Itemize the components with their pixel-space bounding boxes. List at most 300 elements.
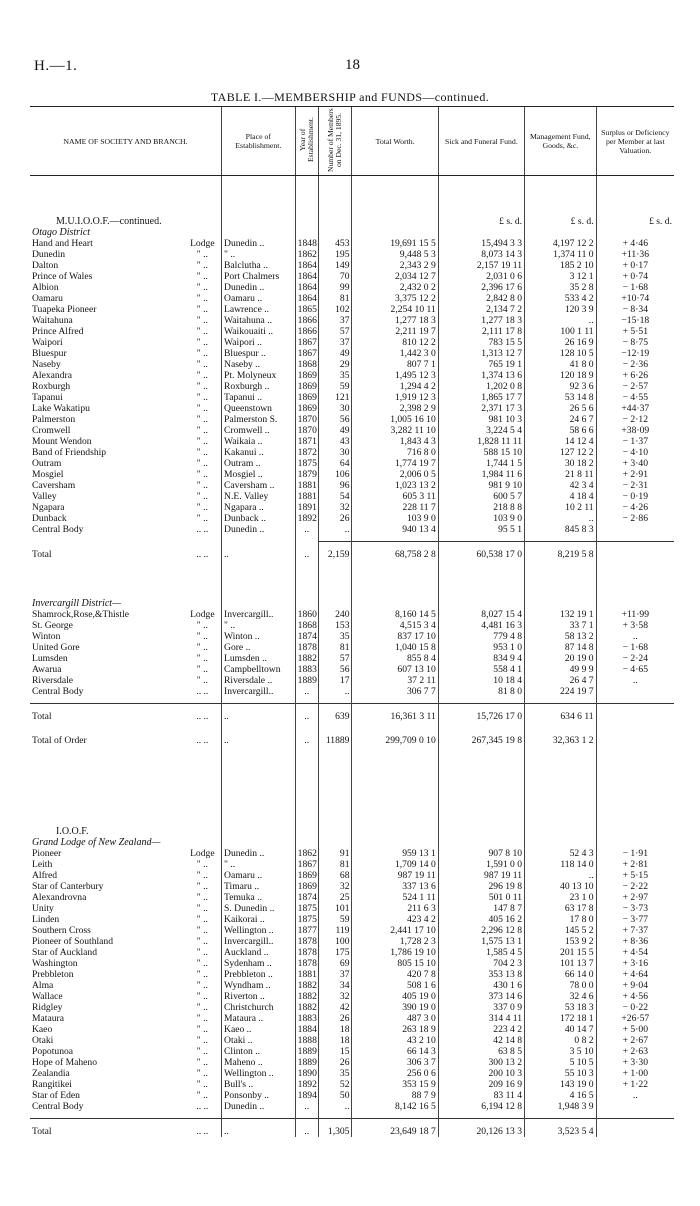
sick-fund-cell: 765 19 1	[438, 359, 524, 370]
surplus-cell: +11·99	[596, 609, 674, 620]
branch-type: .. ..	[184, 703, 222, 722]
year-cell: ..	[295, 686, 318, 697]
year-cell: ..	[295, 541, 318, 560]
surplus-cell: − 2·36	[596, 359, 674, 370]
branch-name: Mount Wendon	[32, 435, 92, 447]
place-cell: Lawrence ..	[222, 304, 296, 315]
year-cell: 1866	[295, 326, 318, 337]
management-cell: 23 1 0	[525, 892, 597, 903]
branch-name: Winton	[32, 630, 61, 642]
branch-type: " ..	[196, 270, 208, 282]
branch-type: " ..	[196, 424, 208, 436]
table-row	[30, 1046, 674, 1057]
year-cell: 1889	[295, 1046, 318, 1057]
empty-cell	[438, 227, 524, 238]
members-cell: 81	[318, 859, 352, 870]
table-row	[30, 1057, 674, 1068]
empty-cell	[318, 227, 352, 238]
year-cell: 1867	[295, 859, 318, 870]
branch-type: " ..	[196, 663, 208, 675]
sick-fund-cell: 430 1 6	[438, 980, 524, 991]
members-cell: 17	[318, 675, 352, 686]
year-cell: 1867	[295, 348, 318, 359]
management-cell: 32,363 1 2	[525, 728, 597, 746]
management-cell: 63 17 8	[525, 903, 597, 914]
col-header-name: NAME OF SOCIETY AND BRANCH.	[30, 107, 222, 176]
management-cell: 33 7 1	[525, 620, 597, 631]
total-worth-cell: 23,649 18 7	[352, 1118, 438, 1137]
sick-fund-cell: 60,538 17 0	[438, 541, 524, 560]
empty-cell	[438, 837, 524, 848]
year-cell: ..	[295, 524, 318, 535]
total-worth-cell: 256 0 6	[352, 1068, 438, 1079]
branch-type: .. ..	[196, 523, 209, 535]
surplus-cell: − 3·77	[596, 914, 674, 925]
members-cell: ..	[318, 524, 352, 535]
branch-type: " ..	[196, 1012, 208, 1024]
table-row	[30, 631, 674, 642]
surplus-cell: − 0·19	[596, 491, 674, 502]
surplus-cell: + 4·46	[596, 238, 674, 249]
empty-cell	[525, 227, 597, 238]
year-cell: 1869	[295, 370, 318, 381]
branch-type: " ..	[196, 457, 208, 469]
total-worth-cell: 1,023 13 2	[352, 480, 438, 491]
branch-type: " ..	[196, 1067, 208, 1079]
members-cell: 100	[318, 936, 352, 947]
table-row	[30, 958, 674, 969]
branch-type: " ..	[196, 512, 208, 524]
sick-fund-cell: 981 10 3	[438, 414, 524, 425]
total-worth-cell: 2,441 17 10	[352, 925, 438, 936]
table-row	[30, 348, 674, 359]
branch-name: Zealandia	[32, 1067, 70, 1079]
members-cell: 49	[318, 348, 352, 359]
place-cell: Clinton ..	[222, 1046, 296, 1057]
total-worth-cell: 337 13 6	[352, 881, 438, 892]
table-row	[30, 392, 674, 403]
sick-fund-cell: 783 15 5	[438, 337, 524, 348]
branch-name: United Gore	[32, 641, 80, 653]
year-cell: 1882	[295, 991, 318, 1002]
members-cell: 57	[318, 326, 352, 337]
year-cell: 1882	[295, 653, 318, 664]
table-row	[30, 903, 674, 914]
year-cell: 1879	[295, 469, 318, 480]
empty-cell	[295, 227, 318, 238]
branch-name: Alexandra	[32, 369, 72, 381]
empty-cell	[30, 746, 184, 826]
place-cell: Winton ..	[222, 631, 296, 642]
empty-cell	[295, 560, 318, 598]
management-cell: 1,948 3 9	[525, 1101, 597, 1112]
sick-fund-cell: 95 5 1	[438, 524, 524, 535]
table-title: TABLE I.—MEMBERSHIP and FUNDS—continued.	[210, 90, 490, 104]
table-row	[30, 370, 674, 381]
management-cell: 26 5 6	[525, 403, 597, 414]
table-row	[30, 620, 674, 631]
branch-type: " ..	[196, 325, 208, 337]
branch-type: " ..	[196, 281, 208, 293]
management-cell: 845 8 3	[525, 524, 597, 535]
total-worth-cell: 306 3 7	[352, 1057, 438, 1068]
table-row	[30, 480, 674, 491]
year-cell: 1864	[295, 260, 318, 271]
branch-name: Dunback	[32, 512, 67, 524]
members-cell: 35	[318, 631, 352, 642]
sick-fund-cell: 704 2 3	[438, 958, 524, 969]
table-row	[30, 1024, 674, 1035]
branch-name: Naseby	[32, 358, 61, 370]
management-cell: 87 14 8	[525, 642, 597, 653]
table-row	[30, 425, 674, 436]
place-cell: ..	[222, 1118, 296, 1137]
year-cell: 1878	[295, 642, 318, 653]
members-cell: 240	[318, 609, 352, 620]
branch-name: Shamrock,Rose,&Thistle	[32, 608, 129, 620]
surplus-cell: + 5·00	[596, 1024, 674, 1035]
branch-type: .. ..	[196, 685, 209, 697]
table-row	[30, 848, 674, 859]
members-cell: 1,305	[318, 1118, 352, 1137]
branch-type: " ..	[196, 413, 208, 425]
members-cell: 37	[318, 315, 352, 326]
total-worth-units: £ s. d.	[438, 216, 524, 227]
branch-name: Total	[32, 548, 52, 560]
year-cell: 1869	[295, 881, 318, 892]
management-cell: 153 9 2	[525, 936, 597, 947]
table-row	[30, 293, 674, 304]
management-cell: 120 3 9	[525, 304, 597, 315]
empty-cell	[352, 826, 438, 837]
surplus-cell: − 3·73	[596, 903, 674, 914]
branch-type: " ..	[196, 391, 208, 403]
year-cell: 1882	[295, 980, 318, 991]
place-cell: Ngapara ..	[222, 502, 296, 513]
place-cell: ..	[222, 541, 296, 560]
branch-type: " ..	[196, 314, 208, 326]
surplus-cell: − 8·75	[596, 337, 674, 348]
sick-fund-cell: 1,865 17 7	[438, 392, 524, 403]
year-cell: 1870	[295, 414, 318, 425]
total-worth-cell: 810 12 2	[352, 337, 438, 348]
empty-cell	[295, 216, 318, 227]
year-cell: 1864	[295, 293, 318, 304]
branch-type: " ..	[196, 402, 208, 414]
place-cell: Invercargill..	[222, 686, 296, 697]
management-cell: 201 15 5	[525, 947, 597, 958]
year-cell: ..	[295, 728, 318, 746]
table-row	[30, 304, 674, 315]
sick-fund-cell: 223 4 2	[438, 1024, 524, 1035]
members-cell: 153	[318, 620, 352, 631]
sick-fund-cell: 2,371 17 3	[438, 403, 524, 414]
table-row	[30, 642, 674, 653]
branch-type: " ..	[196, 869, 208, 881]
branch-name: Albion	[32, 281, 59, 293]
place-cell: ..	[222, 703, 296, 722]
total-worth-cell: 805 15 10	[352, 958, 438, 969]
year-cell: 1862	[295, 249, 318, 260]
members-cell: 59	[318, 914, 352, 925]
management-cell: ..	[525, 513, 597, 524]
sick-fund-cell: 373 14 6	[438, 991, 524, 1002]
year-cell: 1862	[295, 848, 318, 859]
branch-name: Awarua	[32, 663, 62, 675]
place-cell: Invercargill..	[222, 609, 296, 620]
year-cell: 1860	[295, 609, 318, 620]
table-row	[30, 271, 674, 282]
surplus-cell: + 8·36	[596, 936, 674, 947]
branch-name: Dalton	[32, 259, 59, 271]
branch-name: Alfred	[32, 869, 58, 881]
branch-name: Pioneer of Southland	[32, 935, 114, 947]
branch-name: Cromwell	[32, 424, 71, 436]
place-cell: Port Chalmers	[222, 271, 296, 282]
total-worth-cell: 807 7 1	[352, 359, 438, 370]
table-row	[30, 936, 674, 947]
place-cell: Wyndham ..	[222, 980, 296, 991]
surplus-cell: + 4·64	[596, 969, 674, 980]
sick-fund-cell: 20,126 13 3	[438, 1118, 524, 1137]
place-cell: Wellington ..	[222, 1068, 296, 1079]
year-cell: 1872	[295, 447, 318, 458]
sick-fund-cell: 1,984 11 6	[438, 469, 524, 480]
surplus-cell: +10·74	[596, 293, 674, 304]
total-worth-cell: 605 3 11	[352, 491, 438, 502]
total-worth-cell: 16,361 3 11	[352, 703, 438, 722]
year-cell: 1874	[295, 892, 318, 903]
branch-name: Star of Eden	[32, 1089, 80, 1101]
sick-fund-cell: 600 5 7	[438, 491, 524, 502]
management-cell: 10 2 11	[525, 502, 597, 513]
total-worth-cell: 88 7 9	[352, 1090, 438, 1101]
branch-name: Alexandrovna	[32, 891, 87, 903]
branch-type: .. ..	[196, 734, 209, 746]
empty-cell	[352, 560, 438, 598]
management-cell: 40 13 10	[525, 881, 597, 892]
branch-type: " ..	[196, 468, 208, 480]
year-cell: 1890	[295, 1068, 318, 1079]
branch-type: " ..	[196, 303, 208, 315]
total-worth-cell: 607 13 10	[352, 664, 438, 675]
place-cell: Invercargill..	[222, 936, 296, 947]
members-cell: 25	[318, 892, 352, 903]
empty-cell	[596, 826, 674, 837]
place-cell: Otaki ..	[222, 1035, 296, 1046]
total-worth-cell: 2,254 10 11	[352, 304, 438, 315]
place-cell: Palmerston S.	[222, 414, 296, 425]
year-cell: ..	[295, 1101, 318, 1112]
total-worth-cell: 1,040 15 8	[352, 642, 438, 653]
place-cell: Mataura ..	[222, 1013, 296, 1024]
sick-fund-cell: 1,374 13 6	[438, 370, 524, 381]
sick-fund-cell: 501 0 11	[438, 892, 524, 903]
members-cell: 56	[318, 664, 352, 675]
table-row	[30, 881, 674, 892]
sick-fund-cell: 1,585 4 5	[438, 947, 524, 958]
empty-cell	[596, 227, 674, 238]
empty-cell	[222, 227, 296, 238]
place-cell: Bull's ..	[222, 1079, 296, 1090]
sick-fund-cell: 2,111 17 8	[438, 326, 524, 337]
management-cell: 4,197 12 2	[525, 238, 597, 249]
table-row	[30, 1068, 674, 1079]
col-header-members-cell	[318, 107, 352, 176]
sick-fund-cell: 2,396 17 6	[438, 282, 524, 293]
sick-fund-cell: 103 9 0	[438, 513, 524, 524]
members-cell: 37	[318, 969, 352, 980]
empty-cell	[525, 598, 597, 609]
sick-fund-cell: 2,296 12 8	[438, 925, 524, 936]
branch-type: " ..	[196, 1001, 208, 1013]
branch-name: Outram	[32, 457, 62, 469]
year-cell: 1875	[295, 458, 318, 469]
members-cell: 81	[318, 293, 352, 304]
members-cell: 59	[318, 381, 352, 392]
branch-type: " ..	[196, 292, 208, 304]
branch-type: " ..	[196, 858, 208, 870]
col-header-year: Year of Establishment.	[297, 117, 315, 163]
sick-fund-cell: 987 19 11	[438, 870, 524, 881]
branch-type: " ..	[196, 248, 208, 260]
table-row	[30, 980, 674, 991]
total-worth-cell: 19,691 15 5	[352, 238, 438, 249]
empty-cell	[596, 598, 674, 609]
surplus-cell: − 1·68	[596, 642, 674, 653]
surplus-cell: + 9·04	[596, 980, 674, 991]
management-cell: 92 3 6	[525, 381, 597, 392]
total-worth-cell: 103 9 0	[352, 513, 438, 524]
place-cell: " ..	[222, 620, 296, 631]
management-units: £ s. d.	[596, 216, 674, 227]
total-worth-cell: 508 1 6	[352, 980, 438, 991]
table-row	[30, 458, 674, 469]
table-row	[30, 969, 674, 980]
branch-type: " ..	[196, 259, 208, 271]
surplus-cell: − 2·86	[596, 513, 674, 524]
branch-type: " ..	[196, 968, 208, 980]
members-cell: 32	[318, 502, 352, 513]
table-row	[30, 892, 674, 903]
surplus-cell: +38·09	[596, 425, 674, 436]
members-cell: 99	[318, 282, 352, 293]
year-cell: 1869	[295, 392, 318, 403]
branch-name: Prebbleton	[32, 968, 74, 980]
management-cell: 0 8 2	[525, 1035, 597, 1046]
sick-fund-cell: 1,313 12 7	[438, 348, 524, 359]
branch-type: " ..	[196, 446, 208, 458]
members-cell: 64	[318, 458, 352, 469]
document-reference: H.—1.	[34, 58, 78, 74]
year-cell: 1865	[295, 304, 318, 315]
total-row	[30, 541, 674, 560]
table-row	[30, 1035, 674, 1046]
branch-name: Tuapeka Pioneer	[32, 303, 97, 315]
sick-fund-cell: 1,277 18 3	[438, 315, 524, 326]
total-worth-cell: 353 15 9	[352, 1079, 438, 1090]
surplus-cell: + 5·15	[596, 870, 674, 881]
table-row	[30, 282, 674, 293]
branch-type: " ..	[196, 924, 208, 936]
total-worth-cell: 837 17 10	[352, 631, 438, 642]
management-cell: 55 10 3	[525, 1068, 597, 1079]
table-row	[30, 870, 674, 881]
branch-name: Caversham	[32, 479, 76, 491]
total-worth-cell: 2,398 2 9	[352, 403, 438, 414]
total-worth-cell: 1,294 4 2	[352, 381, 438, 392]
surplus-cell: + 5·51	[596, 326, 674, 337]
empty-cell	[352, 176, 438, 216]
management-cell: 128 10 5	[525, 348, 597, 359]
branch-type: " ..	[196, 957, 208, 969]
surplus-cell: − 2·12	[596, 414, 674, 425]
surplus-cell: − 1·91	[596, 848, 674, 859]
empty-cell	[525, 176, 597, 216]
management-cell: 26 16 9	[525, 337, 597, 348]
table-row	[30, 238, 674, 249]
col-header-members: Number of Members on Dec. 31, 1895.	[326, 108, 344, 172]
surplus-cell: − 2·31	[596, 480, 674, 491]
empty-cell	[295, 746, 318, 826]
place-cell: Bluespur ..	[222, 348, 296, 359]
branch-name: Southern Cross	[32, 924, 91, 936]
surplus-cell: −15·18	[596, 315, 674, 326]
surplus-cell	[596, 541, 674, 560]
surplus-cell: − 2·22	[596, 881, 674, 892]
total-worth-cell: 2,343 2 9	[352, 260, 438, 271]
members-cell: 106	[318, 469, 352, 480]
members-cell: 30	[318, 447, 352, 458]
table-row	[30, 947, 674, 958]
branch-name: Total of Order	[32, 734, 87, 746]
management-cell: 32 4 6	[525, 991, 597, 1002]
empty-cell	[352, 227, 438, 238]
management-cell: 42 3 4	[525, 480, 597, 491]
members-cell: 26	[318, 1057, 352, 1068]
branch-name: Valley	[32, 490, 57, 502]
empty-cell	[222, 598, 296, 609]
empty-cell	[318, 837, 352, 848]
table-row	[30, 469, 674, 480]
surplus-cell: + 3·40	[596, 458, 674, 469]
branch-type: " ..	[196, 619, 208, 631]
branch-name: Oamaru	[32, 292, 63, 304]
branch-name: Central Body	[32, 685, 84, 697]
members-cell: 52	[318, 1079, 352, 1090]
year-cell: 1888	[295, 1035, 318, 1046]
surplus-cell: + 6·26	[596, 370, 674, 381]
place-cell: Ponsonby ..	[222, 1090, 296, 1101]
sick-fund-cell: 405 16 2	[438, 914, 524, 925]
table-row	[30, 326, 674, 337]
total-worth-cell: 299,709 0 10	[352, 728, 438, 746]
management-cell: 30 18 2	[525, 458, 597, 469]
table-header-row	[30, 107, 674, 176]
sick-fund-cell: 6,194 12 8	[438, 1101, 524, 1112]
branch-name: St. George	[32, 619, 73, 631]
total-worth-cell: 1,709 14 0	[352, 859, 438, 870]
table-row	[30, 1079, 674, 1090]
sick-fund-cell: 218 8 8	[438, 502, 524, 513]
branch-type: " ..	[196, 490, 208, 502]
surplus-cell: + 4·54	[596, 947, 674, 958]
surplus-cell: +44·37	[596, 403, 674, 414]
branch-type: " ..	[196, 652, 208, 664]
branch-type: " ..	[196, 501, 208, 513]
place-cell: Sydenham ..	[222, 958, 296, 969]
place-cell: Dunedin ..	[222, 238, 296, 249]
